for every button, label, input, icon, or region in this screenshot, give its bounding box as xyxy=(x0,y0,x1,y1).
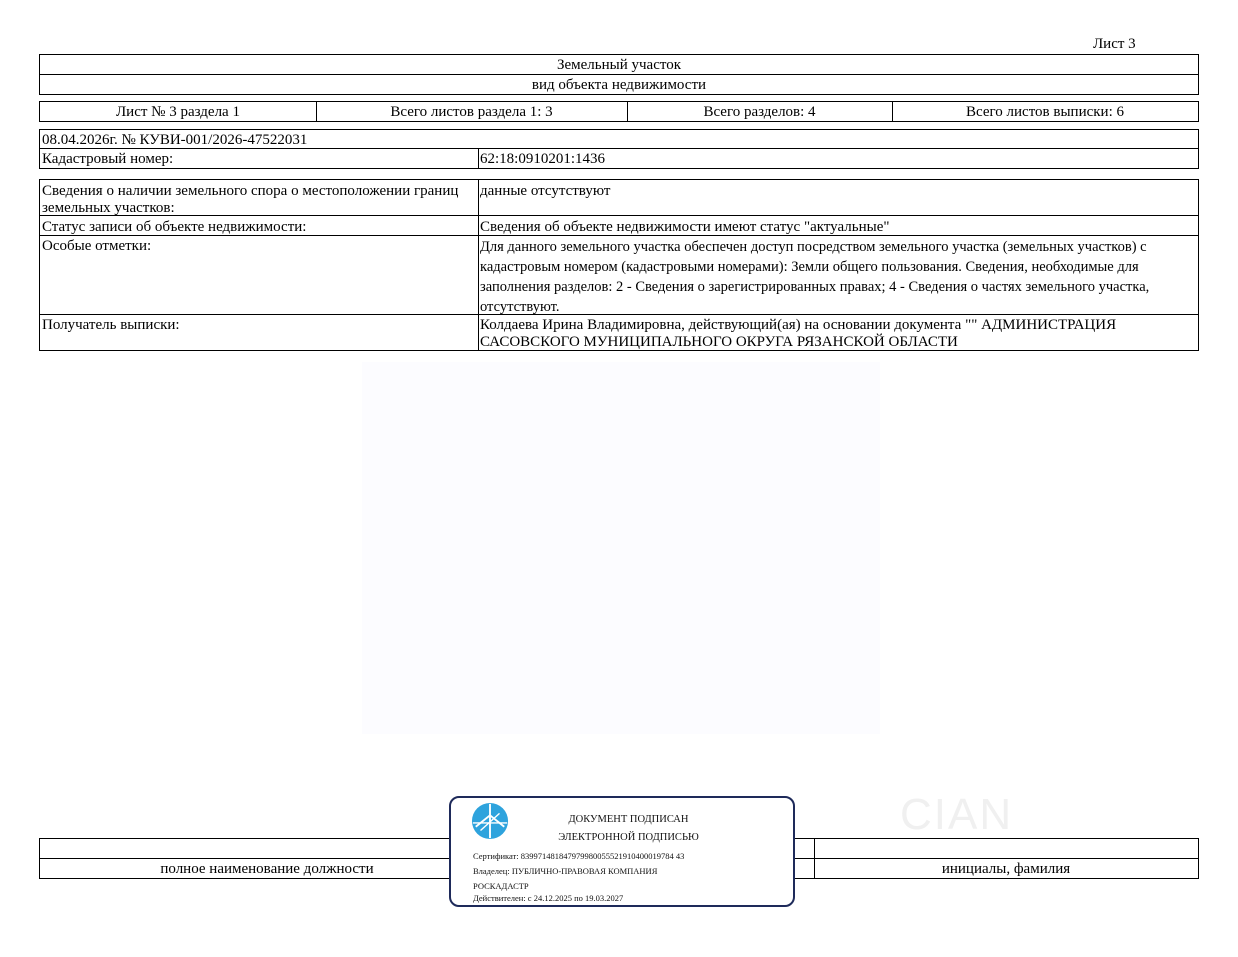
cadastral-label: Кадастровый номер: xyxy=(42,151,174,167)
sheet-label: Лист 3 xyxy=(1093,36,1136,52)
stamp-validity: Действителен: с 24.12.2025 по 19.03.2027 xyxy=(473,893,624,903)
blank-area xyxy=(362,362,880,734)
extract-info-box xyxy=(39,129,1199,169)
extract-sheets-total: Всего листов выписки: 6 xyxy=(966,104,1124,120)
stamp-owner-1: Владелец: ПУБЛИЧНО-ПРАВОВАЯ КОМПАНИЯ xyxy=(473,866,658,876)
extract-date-number: 08.04.2026г. № КУВИ-001/2026-47522031 xyxy=(42,132,308,148)
detail-label-status: Статус записи об объекте недвижимости: xyxy=(42,219,307,235)
header-title: Земельный участок xyxy=(556,57,682,73)
sheet-info-row xyxy=(39,101,1199,122)
section-sheets-total: Всего листов раздела 1: 3 xyxy=(390,104,553,120)
detail-value-recipient: Колдаева Ирина Владимировна, действующий(ая) на основании документа "" АДМИНИСТРАЦИЯ САСОВСКОГО МУНИЦИПАЛЬНОГО ОКРУГА РЯЗАНСКОЙ ОБЛАСТИ xyxy=(480,317,1117,350)
stamp-title-2: ЭЛЕКТРОННОЙ ПОДПИСЬЮ xyxy=(558,832,699,843)
detail-label-notes: Особые отметки: xyxy=(42,238,152,254)
detail-value-dispute: данные отсутствуют xyxy=(480,183,611,199)
detail-value-status: Сведения об объекте недвижимости имеют статус "актуальные" xyxy=(480,219,890,235)
roskadastr-logo-icon xyxy=(471,802,509,840)
stamp-certificate: Сертификат: 839971481847979980055521910400019784 43 xyxy=(473,851,685,861)
detail-label-dispute: Сведения о наличии земельного спора о местоположении границ земельных участков: xyxy=(42,183,459,216)
stamp-title-1: ДОКУМЕНТ ПОДПИСАН xyxy=(568,814,689,825)
position-caption: полное наименование должности xyxy=(160,861,374,877)
cadastral-value: 62:18:0910201:1436 xyxy=(480,151,606,167)
details-table xyxy=(39,179,1199,351)
name-caption: инициалы, фамилия xyxy=(941,861,1071,877)
header-box xyxy=(39,54,1199,95)
stamp-owner-2: РОСКАДАСТР xyxy=(473,881,529,891)
watermark: CIAN xyxy=(900,790,1014,839)
header-subtitle: вид объекта недвижимости xyxy=(531,77,707,93)
e-signature-stamp xyxy=(449,796,795,907)
sections-total: Всего разделов: 4 xyxy=(703,104,816,120)
sheet-number: Лист № 3 раздела 1 xyxy=(116,104,240,120)
detail-label-recipient: Получатель выписки: xyxy=(42,317,180,333)
detail-value-notes: Для данного земельного участка обеспечен доступ посредством земельного участка (земельных участков) с кадастровым номером (кадастровыми номерами): Земли общего пользования. Сведения, необходимые для заполнения разделов: 2 - Сведения о зарегистрированных правах; 4 - Сведения о частях земельного участка, отсутствуют. xyxy=(480,239,1150,315)
